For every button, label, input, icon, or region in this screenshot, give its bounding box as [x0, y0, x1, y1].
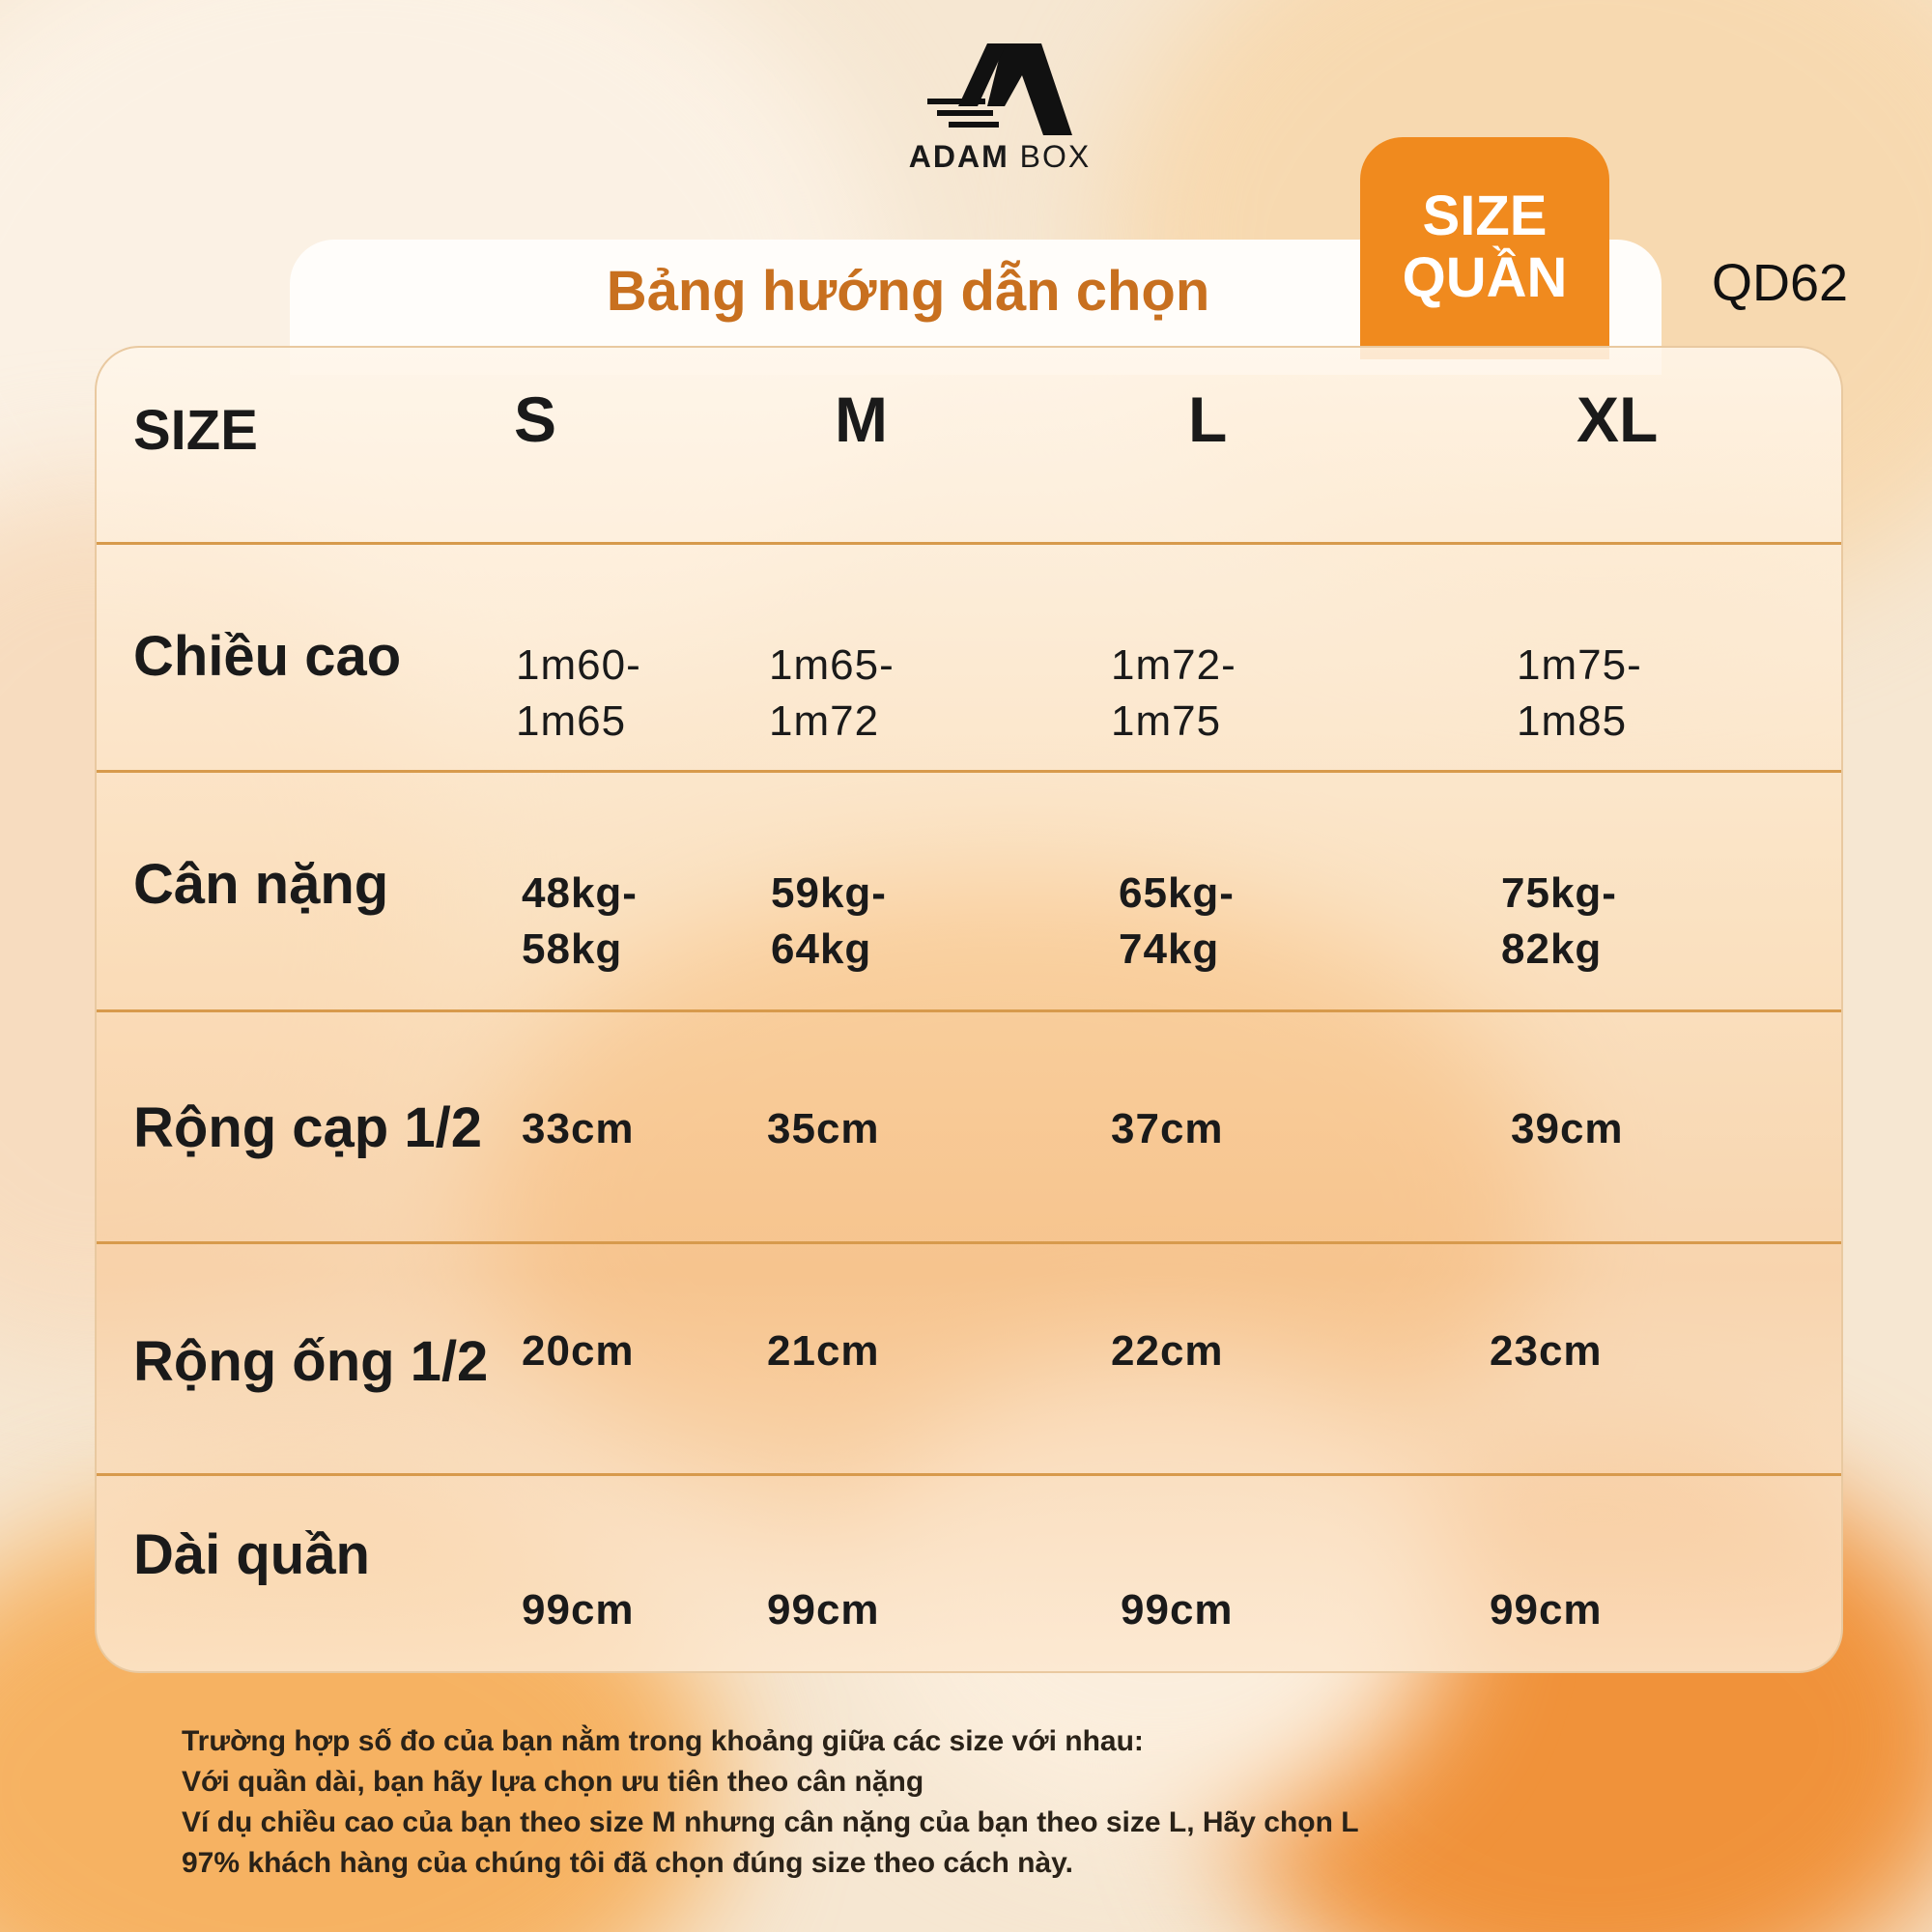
row-label: Rộng ống 1/2 — [133, 1330, 489, 1393]
size-m: M — [835, 384, 888, 455]
value-xl: 39cm — [1511, 1105, 1624, 1152]
size-badge: SIZE QUẦN — [1360, 137, 1609, 359]
note-line: Trường hợp số đo của bạn nằm trong khoảng giữa các size với nhau: — [182, 1725, 1144, 1757]
value-s: 99cm — [522, 1586, 635, 1634]
page-title: Bảng hướng dẫn chọn — [606, 260, 1210, 323]
brand-name: ADAM BOX — [908, 139, 1092, 174]
table-row-height — [97, 545, 1841, 773]
value-xl: 75kg- 82kg — [1501, 869, 1617, 973]
product-code: QD62 — [1712, 254, 1849, 312]
note-line: Với quần dài, bạn hãy lựa chọn ưu tiên theo cân nặng — [182, 1766, 924, 1798]
note-line: Ví dụ chiều cao của bạn theo size M nhưng cân nặng của bạn theo size L, Hãy chọn L — [182, 1806, 1359, 1838]
value-l: 22cm — [1111, 1327, 1224, 1375]
header-label: SIZE — [133, 399, 258, 462]
table-header-row — [97, 348, 1841, 545]
value-m: 1m65- 1m72 — [769, 641, 895, 745]
value-l: 37cm — [1111, 1105, 1224, 1152]
value-s: 48kg- 58kg — [522, 869, 638, 973]
brand-logo — [894, 39, 1106, 175]
value-m: 21cm — [767, 1327, 880, 1375]
row-label: Rộng cạp 1/2 — [133, 1096, 482, 1159]
size-l: L — [1188, 384, 1228, 455]
row-label: Chiều cao — [133, 625, 402, 688]
table-row-leg-opening — [97, 1244, 1841, 1476]
value-m: 59kg- 64kg — [771, 869, 887, 973]
row-label: Dài quần — [133, 1523, 370, 1586]
value-l: 65kg- 74kg — [1119, 869, 1235, 973]
table-row-weight — [97, 773, 1841, 1012]
value-s: 33cm — [522, 1105, 635, 1152]
value-xl: 1m75- 1m85 — [1517, 641, 1642, 745]
table-row-length — [97, 1476, 1841, 1671]
adam-box-logo-icon — [927, 39, 1072, 135]
size-s: S — [514, 384, 557, 455]
value-s: 20cm — [522, 1327, 635, 1375]
size-xl: XL — [1577, 384, 1659, 455]
value-l: 1m72- 1m75 — [1111, 641, 1236, 745]
size-table — [95, 346, 1843, 1673]
note-line: 97% khách hàng của chúng tôi đã chọn đúng size theo cách này. — [182, 1847, 1073, 1879]
row-label: Cân nặng — [133, 853, 389, 916]
value-xl: 99cm — [1490, 1586, 1603, 1634]
value-m: 99cm — [767, 1586, 880, 1634]
value-s: 1m60- 1m65 — [516, 641, 641, 745]
table-row-waist — [97, 1012, 1841, 1244]
value-l: 99cm — [1121, 1586, 1234, 1634]
sizing-note — [182, 1721, 1359, 1884]
value-xl: 23cm — [1490, 1327, 1603, 1375]
value-m: 35cm — [767, 1105, 880, 1152]
